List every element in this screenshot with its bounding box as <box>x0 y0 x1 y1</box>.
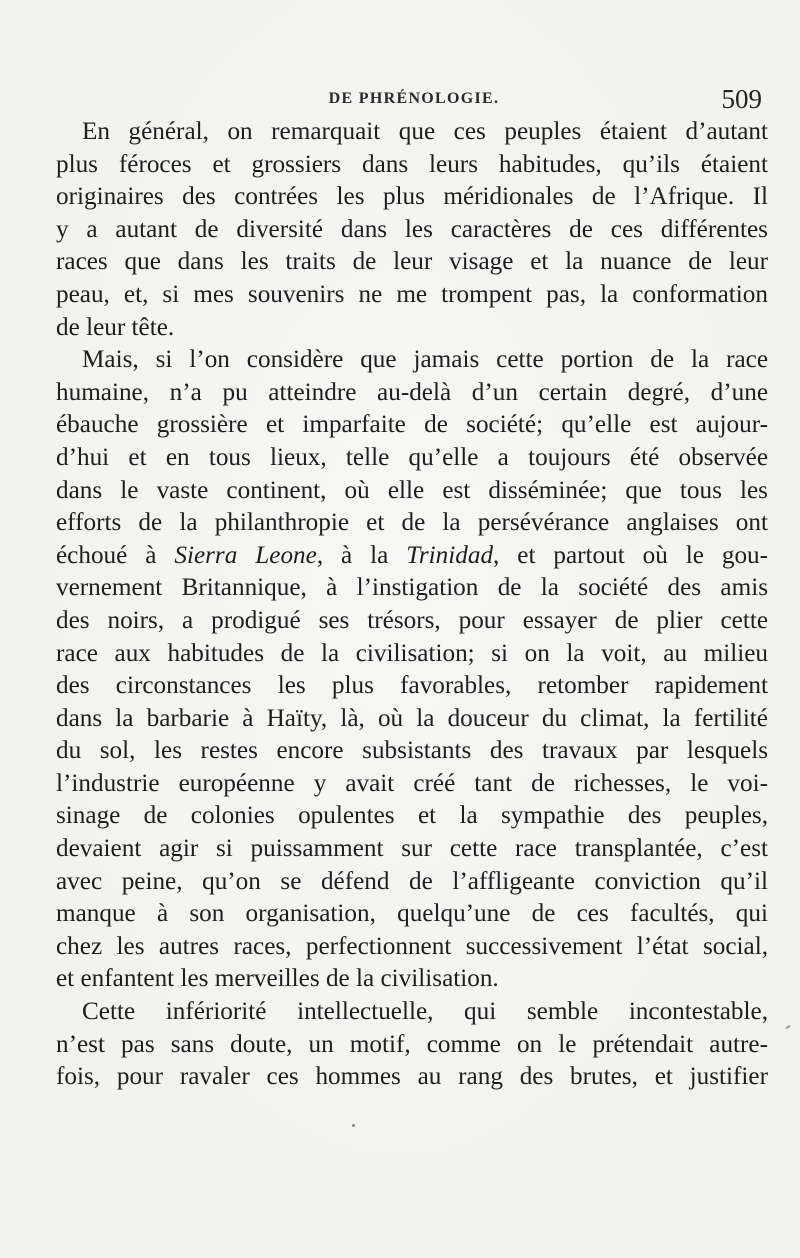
text-line: chez les autres races, perfectionnent successivement l’état social, <box>56 932 768 960</box>
text-line: avec peine, qu’on se défend de l’affligeante conviction qu’il <box>56 867 768 895</box>
paragraph-3 <box>56 996 768 1094</box>
text-line: races que dans les traits de leur visage et la nuance de leur <box>56 248 768 276</box>
text-line: n’est pas sans doute, un motif, comme on le prétendait autre- <box>56 1030 768 1058</box>
paper-speck <box>785 1024 791 1029</box>
text-line: y a autant de diversité dans les caractères de ces différentes <box>56 215 768 243</box>
text-line: manque à son organisation, quelqu’une de ces facultés, qui <box>56 900 768 928</box>
text-line: de leur tête. <box>56 313 175 341</box>
text-line: vernement Britannique, à l’instigation de la société des amis <box>56 574 768 602</box>
text-line: efforts de la philanthropie et de la persévérance anglaises ont <box>56 509 768 537</box>
running-head: DE PHRÉNOLOGIE. <box>328 90 500 107</box>
text-line: et enfantent les merveilles de la civilisation. <box>56 965 499 993</box>
text-line: des circonstances les plus favorables, retomber rapidement <box>56 672 768 700</box>
text-line: des noirs, a prodigué ses trésors, pour essayer de plier cette <box>56 606 768 634</box>
text-line: l’industrie européenne y avait créé tant de richesses, le voi- <box>56 769 768 797</box>
text-line: dans la barbarie à Haïty, là, où la douceur du climat, la fertilité <box>56 704 768 732</box>
text-line: originaires des contrées les plus méridionales de l’Afrique. Il <box>56 183 768 211</box>
paper-speck <box>352 1124 355 1127</box>
text-line: dans le vaste continent, où elle est disséminée; que tous les <box>56 476 768 504</box>
text-line: Cette infériorité intellectuelle, qui semble incontestable, <box>82 998 768 1026</box>
text-line: plus féroces et grossiers dans leurs habitudes, qu’ils étaient <box>56 150 768 178</box>
text-line: ébauche grossière et imparfaite de société; qu’elle est aujour- <box>56 411 768 439</box>
italic-place-name: Sierra Leone <box>174 541 317 569</box>
text-line: du sol, les restes encore subsistants des travaux par lesquels <box>56 737 768 765</box>
text-line: peau, et, si mes souvenirs ne me trompent pas, la conformation <box>56 280 768 308</box>
text-line: Mais, si l’on considère que jamais cette portion de la race <box>82 346 768 374</box>
text-line: d’hui et en tous lieux, telle qu’elle a toujours été observée <box>56 443 768 471</box>
italic-place-name: Trinidad <box>406 541 494 569</box>
text-line: humaine, n’a pu atteindre au-delà d’un certain degré, d’une <box>56 378 768 406</box>
text-line: En général, on remarquait que ces peuples étaient d’autant <box>82 118 768 145</box>
paragraph-2 <box>56 344 768 996</box>
body-text <box>56 116 768 1094</box>
text-line: fois, pour ravaler ces hommes au rang des brutes, et justifier <box>56 1063 768 1091</box>
paragraph-1 <box>56 116 768 344</box>
page-header <box>58 84 770 118</box>
page-number: 509 <box>721 84 762 114</box>
text-line: race aux habitudes de la civilisation; si on la voit, au milieu <box>56 639 768 667</box>
text-line: sinage de colonies opulentes et la sympathie des peuples, <box>56 802 768 830</box>
text-line: devaient agir si puissamment sur cette race transplantée, c’est <box>56 835 768 863</box>
text-line: échoué à Sierra Leone, à la Trinidad, et partout où le gou- <box>56 541 768 569</box>
